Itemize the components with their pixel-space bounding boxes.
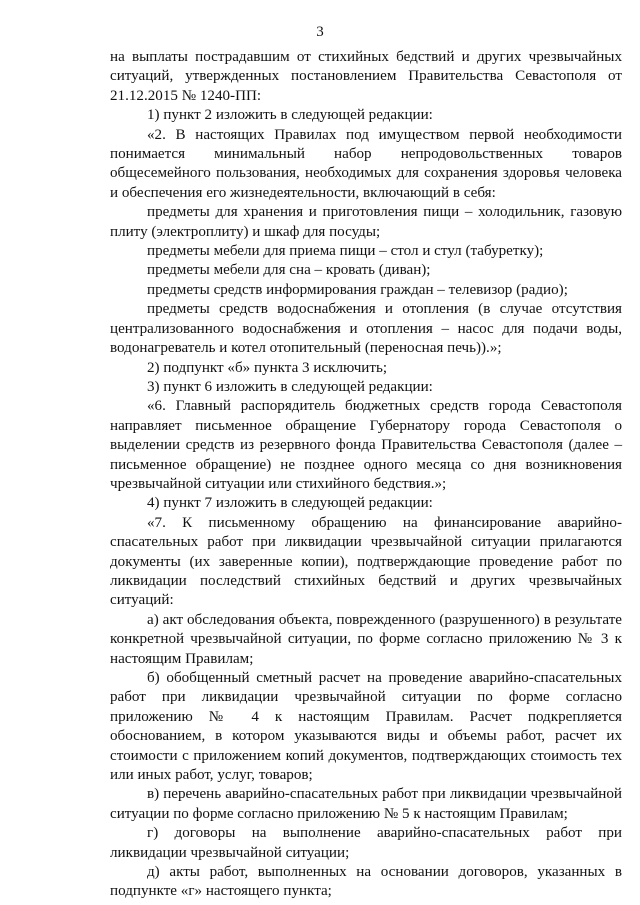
paragraph-sleep-furniture: предметы мебели для сна – кровать (диван); xyxy=(147,262,431,279)
paragraph-subitem-b: б) обобщенный сметный расчет на проведение аварийно-спасательных работ при ликвидации чрезвычайной ситуации по форме согласно приложению № 4 к настоящим Правилам. Расчет подкрепляется обоснованием, в котором указываются виды и объемы работ, расчет их стоимости с приложением копий документов, подтверждающих стоимость тех или иных работ, услуг, товаров; xyxy=(110,670,622,784)
paragraph-subitem-a: а) акт обследования объекта, поврежденного (разрушенного) в результате конкретной чрезвычайной ситуации, по форме согласно приложению № 3 к настоящим Правилам; xyxy=(110,611,622,667)
page-number: 3 xyxy=(316,24,324,40)
paragraph-water-heating: предметы средств водоснабжения и отопления (в случае отсутствия централизованного водоснабжения и отопления – насос для подачи воды, водонагреватель и котел отопительный (переносная печь)).»; xyxy=(110,301,622,357)
paragraph-rule-6: «6. Главный распорядитель бюджетных средств города Севастополя направляет письменное обращение Губернатору города Севастополя о выделении средств из резервного фонда Правительства Севастополя (далее – письменное обращение) не позднее одного месяца со дня возникновения чрезвычайной ситуации или стихийного бедствия.»; xyxy=(110,398,622,492)
paragraph-dining-furniture: предметы мебели для приема пищи – стол и стул (табуретку); xyxy=(147,243,544,260)
paragraph-subitem-d: д) акты работ, выполненных на основании договоров, указанных в подпункте «г» настоящего пункта; xyxy=(110,864,622,900)
paragraph-item-2: 2) подпункт «б» пункта 3 исключить; xyxy=(147,359,388,376)
paragraph-subitem-g: г) договоры на выполнение аварийно-спасательных работ при ликвидации чрезвычайной ситуации; xyxy=(110,825,622,861)
paragraph-item-3: 3) пункт 6 изложить в следующей редакции: xyxy=(147,378,433,395)
paragraph-subitem-v: в) перечень аварийно-спасательных работ при ликвидации чрезвычайной ситуации по форме согласно приложению № 5 к настоящим Правилам; xyxy=(110,786,622,822)
paragraph-item-1: 1) пункт 2 изложить в следующей редакции: xyxy=(147,107,433,124)
paragraph-food-items: предметы для хранения и приготовления пищи – холодильник, газовую плиту (электроплиту) и шкаф для посуды; xyxy=(110,204,622,240)
paragraph-rule-2: «2. В настоящих Правилах под имуществом первой необходимости понимается минимальный набор непродовольственных товаров общесемейного пользования, необходимых для сохранения здоровья человека и обеспечения его жизнедеятельности, включающий в себя: xyxy=(110,126,622,201)
paragraph-rule-7: «7. К письменному обращению на финансирование аварийно-спасательных работ при ликвидации чрезвычайной ситуации прилагаются документы (их заверенные копии), подтверждающие проведение работ по ликвидации последствий стихийных бедствий и других чрезвычайных ситуаций: xyxy=(110,514,622,609)
paragraph-item-4: 4) пункт 7 изложить в следующей редакции: xyxy=(147,495,433,512)
paragraph-intro: на выплаты пострадавшим от стихийных бедствий и других чрезвычайных ситуаций, утвержденных постановлением Правительства Севастополя от 21.12.2015 № 1240-ПП: xyxy=(110,49,622,104)
paragraph-information: предметы средств информирования граждан – телевизор (радио); xyxy=(147,281,568,298)
document-body xyxy=(110,48,622,902)
